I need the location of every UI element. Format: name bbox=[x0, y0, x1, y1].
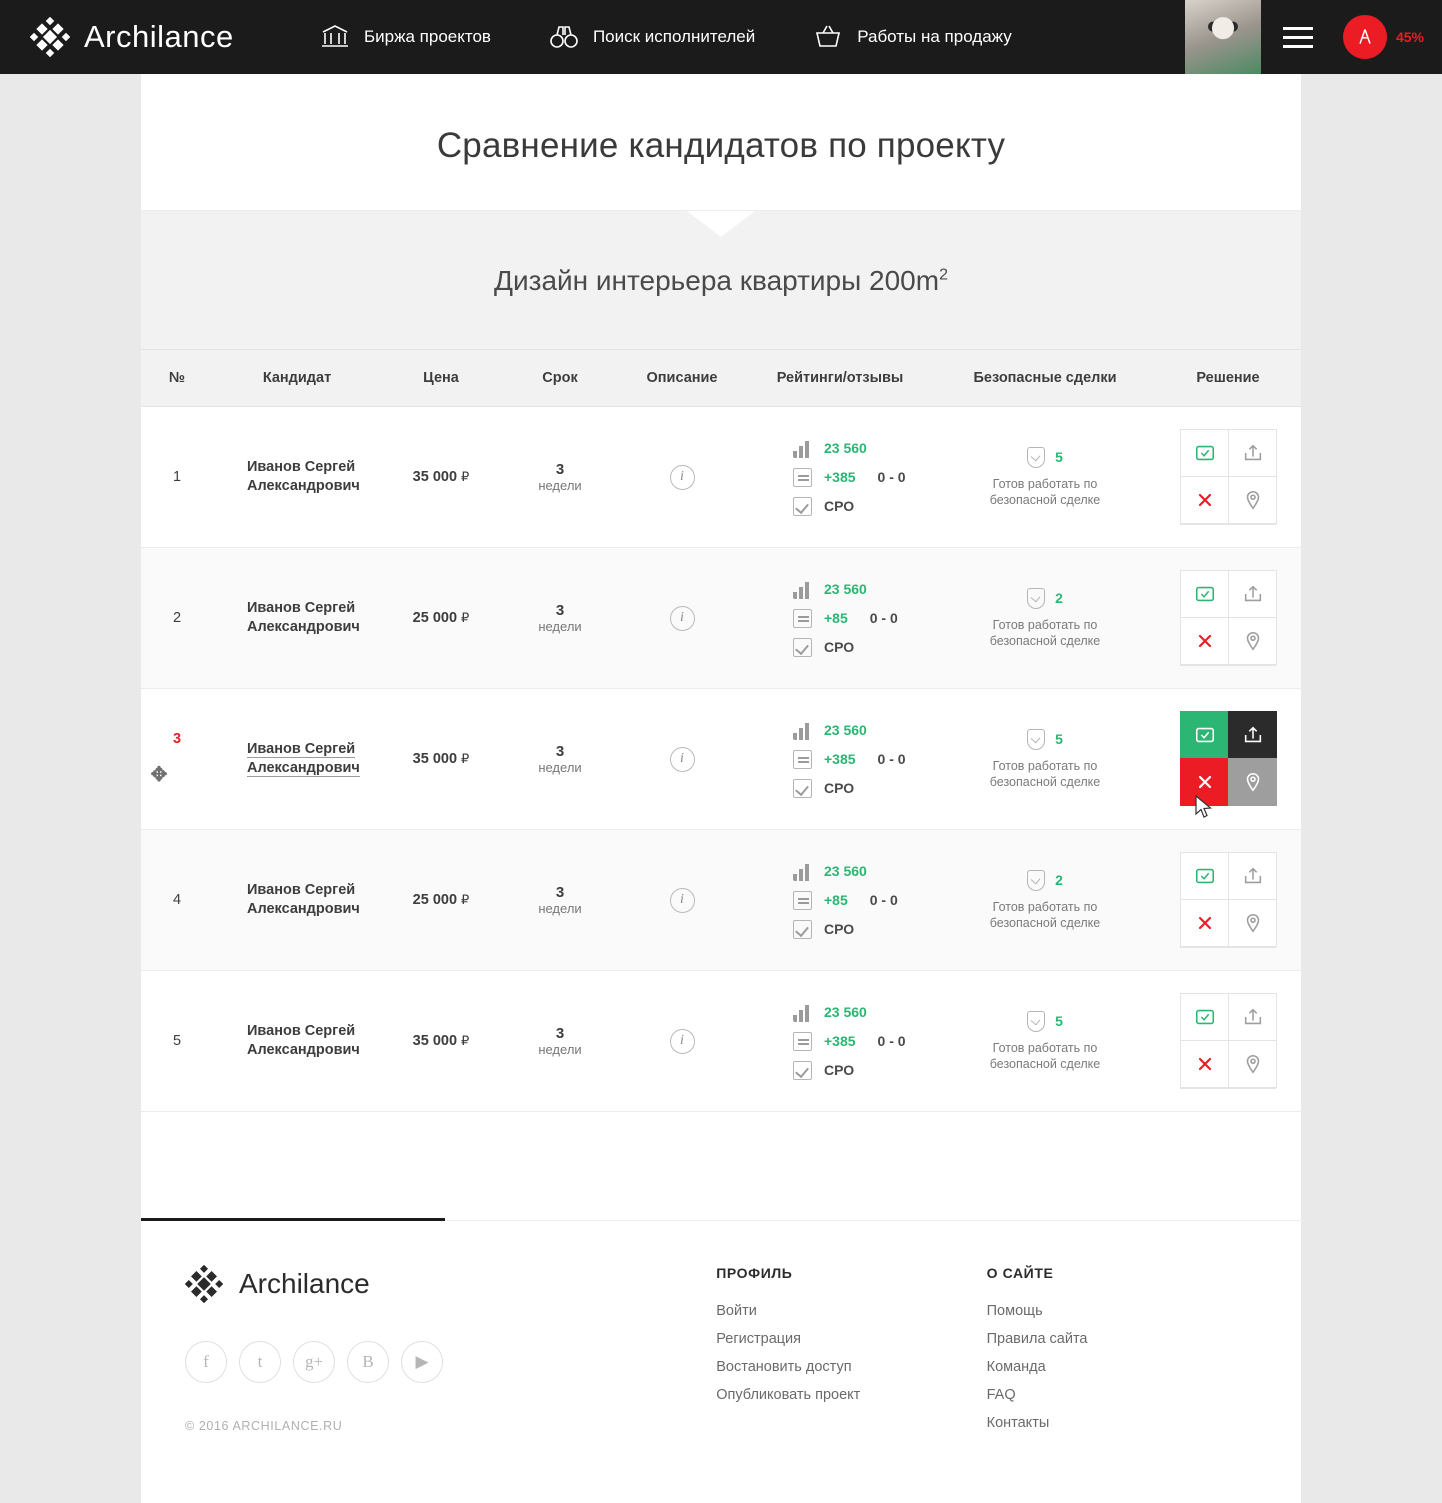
rating-views-line bbox=[751, 862, 929, 881]
row-number-cell bbox=[141, 407, 213, 548]
safe-deals-count-row bbox=[941, 588, 1149, 609]
candidate-name[interactable]: Иванов Сергей Александрович bbox=[247, 600, 360, 635]
term-cell bbox=[501, 830, 619, 971]
safe-deals-cell bbox=[935, 689, 1155, 830]
info-icon[interactable]: i bbox=[670, 888, 695, 913]
term-unit: недели bbox=[538, 619, 582, 634]
footer-link-team[interactable]: Команда bbox=[986, 1359, 1046, 1375]
safe-deals-count: 5 bbox=[1055, 449, 1063, 465]
chat-icon bbox=[793, 891, 812, 910]
rating-reviews-line bbox=[751, 468, 929, 487]
check-box-icon bbox=[793, 779, 812, 798]
reject-button[interactable] bbox=[1180, 899, 1229, 947]
info-icon[interactable]: i bbox=[670, 747, 695, 772]
chat-icon bbox=[793, 750, 812, 769]
col-header-price: Цена bbox=[381, 350, 501, 407]
rating-views-value: 23 560 bbox=[824, 440, 867, 456]
rating-reviews-plus: +85 bbox=[824, 892, 848, 908]
row-number-cell bbox=[141, 689, 213, 830]
archilance-logo-icon bbox=[30, 17, 70, 57]
rating-cert-value: СРО bbox=[824, 498, 855, 514]
currency-symbol: ₽ bbox=[461, 469, 470, 484]
candidate-cell bbox=[213, 830, 381, 971]
page-title: Сравнение кандидатов по проекту bbox=[436, 126, 1006, 165]
safe-deals-cell bbox=[935, 407, 1155, 548]
rating-cert-line bbox=[751, 497, 929, 516]
rating-views-value: 23 560 bbox=[824, 581, 867, 597]
term-unit: недели bbox=[538, 901, 582, 916]
twitter-icon[interactable]: t bbox=[239, 1341, 281, 1383]
reject-button[interactable] bbox=[1180, 476, 1229, 524]
accept-button[interactable] bbox=[1180, 570, 1229, 618]
copyright: © 2016 ARCHILANCE.RU bbox=[185, 1419, 343, 1433]
site-footer bbox=[141, 1220, 1301, 1503]
price-cell bbox=[381, 548, 501, 689]
chat-icon bbox=[793, 609, 812, 628]
shield-check-icon bbox=[1027, 1011, 1045, 1032]
footer-link-register[interactable]: Регистрация bbox=[716, 1331, 802, 1347]
safe-deals-cell bbox=[935, 971, 1155, 1112]
send-button[interactable] bbox=[1228, 711, 1277, 759]
table-row[interactable] bbox=[141, 971, 1301, 1112]
price-cell bbox=[381, 830, 501, 971]
candidate-cell bbox=[213, 548, 381, 689]
safe-deals-cell bbox=[935, 548, 1155, 689]
candidate-name[interactable]: Иванов Сергей Александрович bbox=[247, 459, 360, 494]
check-box-icon bbox=[793, 920, 812, 939]
footer-brand-name: Archilance bbox=[239, 1268, 370, 1299]
rating-cert-line bbox=[751, 638, 929, 657]
facebook-icon[interactable]: f bbox=[185, 1341, 227, 1383]
decision-buttons bbox=[1180, 852, 1276, 948]
footer-column-profile bbox=[716, 1265, 986, 1443]
decision-cell bbox=[1155, 830, 1301, 971]
project-name bbox=[141, 265, 1301, 297]
price-value: 35 000 bbox=[412, 469, 458, 485]
footer-link-contacts[interactable]: Контакты bbox=[986, 1415, 1050, 1431]
footer-column-about bbox=[987, 1265, 1257, 1443]
project-name-sup: 2 bbox=[939, 266, 948, 284]
row-number-cell bbox=[141, 830, 213, 971]
col-header-candidate: Кандидат bbox=[213, 350, 381, 407]
table-row[interactable] bbox=[141, 548, 1301, 689]
row-number: 2 bbox=[172, 610, 182, 626]
footer-brand-block bbox=[185, 1265, 716, 1443]
safe-deals-count-row bbox=[941, 870, 1149, 891]
table-header bbox=[141, 350, 1301, 407]
currency-symbol: ₽ bbox=[461, 751, 470, 766]
candidate-cell bbox=[213, 407, 381, 548]
decision-buttons bbox=[1180, 711, 1276, 807]
check-box-icon bbox=[793, 497, 812, 516]
send-button[interactable] bbox=[1228, 570, 1277, 618]
rating-reviews-line bbox=[751, 750, 929, 769]
price-value: 25 000 bbox=[412, 610, 458, 626]
rating-cert-line bbox=[751, 1061, 929, 1080]
col-header-ratings: Рейтинги/отзывы bbox=[745, 350, 935, 407]
rating-views-line bbox=[751, 721, 929, 740]
archilance-logo-icon-footer bbox=[185, 1265, 223, 1303]
term-cell bbox=[501, 548, 619, 689]
price-cell bbox=[381, 971, 501, 1112]
price-cell bbox=[381, 689, 501, 830]
candidate-cell bbox=[213, 689, 381, 830]
ratings-cell bbox=[745, 971, 935, 1112]
description-cell bbox=[619, 689, 745, 830]
safe-deals-note: Готов работать по безопасной сделке bbox=[989, 1040, 1101, 1071]
ratings-cell bbox=[745, 548, 935, 689]
shield-check-icon bbox=[1027, 870, 1045, 891]
safe-deals-count: 5 bbox=[1055, 731, 1063, 747]
currency-symbol: ₽ bbox=[461, 892, 470, 907]
term-value: 3 bbox=[555, 461, 565, 478]
term-unit: недели bbox=[538, 478, 582, 493]
nav-label-works-for-sale: Работы на продажу bbox=[857, 27, 1012, 46]
google-plus-icon[interactable]: g+ bbox=[293, 1341, 335, 1383]
chat-icon bbox=[793, 468, 812, 487]
candidate-name[interactable]: Иванов Сергей Александрович bbox=[247, 1023, 360, 1058]
rating-cert-line bbox=[751, 920, 929, 939]
brand-logo[interactable] bbox=[0, 17, 300, 57]
safe-deals-note: Готов работать по безопасной сделке bbox=[989, 899, 1101, 930]
term-cell bbox=[501, 407, 619, 548]
safe-deals-cell bbox=[935, 830, 1155, 971]
candidate-cell bbox=[213, 971, 381, 1112]
youtube-icon[interactable]: ▶ bbox=[401, 1341, 443, 1383]
rating-views-line bbox=[751, 439, 929, 458]
rating-cert-value: СРО bbox=[824, 639, 855, 655]
rating-reviews-plus: +385 bbox=[824, 751, 856, 767]
pin-location-button[interactable] bbox=[1228, 758, 1277, 806]
footer-link-login[interactable]: Войти bbox=[716, 1303, 757, 1319]
rating-views-value: 23 560 bbox=[824, 1004, 867, 1020]
table-row[interactable] bbox=[141, 407, 1301, 548]
currency-symbol: ₽ bbox=[461, 1033, 470, 1048]
term-unit: недели bbox=[538, 1042, 582, 1057]
pin-location-button[interactable] bbox=[1228, 617, 1277, 665]
profile-completion[interactable] bbox=[1335, 15, 1442, 59]
rating-reviews-neutral: 0 - 0 bbox=[869, 610, 898, 626]
row-number-cell bbox=[141, 548, 213, 689]
description-cell bbox=[619, 830, 745, 971]
bar-chart-icon bbox=[793, 721, 812, 740]
reject-button[interactable] bbox=[1180, 1040, 1229, 1088]
rating-views-value: 23 560 bbox=[824, 863, 867, 879]
term-unit: недели bbox=[538, 760, 582, 775]
check-box-icon bbox=[793, 638, 812, 657]
social-links bbox=[185, 1341, 716, 1383]
rating-reviews-plus: +385 bbox=[824, 469, 856, 485]
rating-reviews-neutral: 0 - 0 bbox=[877, 1033, 906, 1049]
candidates-table bbox=[141, 349, 1301, 1112]
send-button[interactable] bbox=[1228, 852, 1277, 900]
col-header-description: Описание bbox=[619, 350, 745, 407]
safe-deals-note: Готов работать по безопасной сделке bbox=[989, 476, 1101, 507]
table-tail-spacer bbox=[141, 1112, 1301, 1220]
decision-cell bbox=[1155, 689, 1301, 830]
footer-link-help[interactable]: Помощь bbox=[986, 1303, 1043, 1319]
nav-label-projects: Биржа проектов bbox=[364, 27, 491, 46]
header-right-cluster bbox=[1185, 0, 1442, 74]
nav-item-works-for-sale[interactable] bbox=[813, 23, 1012, 51]
basket-icon bbox=[813, 23, 843, 51]
col-header-num: № bbox=[141, 350, 213, 407]
avatar[interactable] bbox=[1185, 0, 1261, 74]
rating-views-line bbox=[751, 580, 929, 599]
bar-chart-icon bbox=[793, 862, 812, 881]
info-icon[interactable]: i bbox=[670, 1029, 695, 1054]
accept-button[interactable] bbox=[1180, 852, 1229, 900]
decision-cell bbox=[1155, 971, 1301, 1112]
description-cell bbox=[619, 407, 745, 548]
nav-item-search-performers[interactable] bbox=[549, 23, 755, 51]
info-icon[interactable]: i bbox=[670, 606, 695, 631]
bar-chart-icon bbox=[793, 580, 812, 599]
footer-logo[interactable] bbox=[185, 1265, 716, 1303]
col-header-term: Срок bbox=[501, 350, 619, 407]
price-cell bbox=[381, 407, 501, 548]
vk-icon[interactable]: В bbox=[347, 1341, 389, 1383]
drag-handle-icon[interactable]: ✥ bbox=[150, 764, 168, 786]
reject-button[interactable] bbox=[1180, 617, 1229, 665]
nav-item-projects[interactable] bbox=[320, 23, 491, 51]
term-value: 3 bbox=[555, 1025, 565, 1042]
row-number: 1 bbox=[172, 469, 182, 485]
accept-button[interactable] bbox=[1180, 993, 1229, 1041]
chat-icon bbox=[793, 1032, 812, 1051]
ratings-cell bbox=[745, 830, 935, 971]
profile-completion-label: 45% bbox=[1395, 29, 1424, 45]
rating-cert-value: СРО bbox=[824, 1062, 855, 1078]
col-header-decision: Решение bbox=[1155, 350, 1301, 407]
row-number: 4 bbox=[172, 892, 182, 908]
shield-check-icon bbox=[1027, 729, 1045, 750]
ratings-cell bbox=[745, 407, 935, 548]
menu-burger-button[interactable] bbox=[1261, 0, 1335, 74]
footer-link-rules[interactable]: Правила сайта bbox=[986, 1331, 1088, 1347]
row-number: 5 bbox=[172, 1033, 182, 1049]
price-value: 35 000 bbox=[412, 1033, 458, 1049]
decision-cell bbox=[1155, 407, 1301, 548]
rating-reviews-neutral: 0 - 0 bbox=[869, 892, 898, 908]
rating-cert-line bbox=[751, 779, 929, 798]
footer-link-faq[interactable]: FAQ bbox=[986, 1387, 1016, 1403]
row-number-cell bbox=[141, 971, 213, 1112]
table-row[interactable] bbox=[141, 689, 1301, 830]
rating-reviews-line bbox=[751, 609, 929, 628]
check-box-icon bbox=[793, 1061, 812, 1080]
main-nav bbox=[320, 23, 1012, 51]
pin-location-button[interactable] bbox=[1228, 1040, 1277, 1088]
rating-reviews-neutral: 0 - 0 bbox=[877, 469, 906, 485]
send-button[interactable] bbox=[1228, 993, 1277, 1041]
candidate-name[interactable]: Иванов Сергей Александрович bbox=[247, 882, 360, 917]
rating-views-value: 23 560 bbox=[824, 722, 867, 738]
decision-buttons bbox=[1180, 570, 1276, 666]
pin-location-button[interactable] bbox=[1228, 899, 1277, 947]
accept-button[interactable] bbox=[1180, 429, 1229, 477]
term-cell bbox=[501, 689, 619, 830]
safe-deals-count-row bbox=[941, 447, 1149, 468]
row-number: 3 bbox=[172, 731, 182, 747]
site-header bbox=[0, 0, 1442, 74]
safe-deals-count-row bbox=[941, 729, 1149, 750]
safe-deals-count: 2 bbox=[1055, 872, 1063, 888]
bank-icon bbox=[320, 23, 350, 51]
rating-reviews-neutral: 0 - 0 bbox=[877, 751, 906, 767]
candidate-name[interactable]: Иванов Сергей Александрович bbox=[247, 741, 360, 776]
info-icon[interactable]: i bbox=[670, 465, 695, 490]
term-cell bbox=[501, 971, 619, 1112]
compass-icon bbox=[1343, 15, 1387, 59]
shield-check-icon bbox=[1027, 588, 1045, 609]
footer-head-about: О САЙТЕ bbox=[986, 1265, 1054, 1281]
binoculars-icon bbox=[549, 23, 579, 51]
col-header-safe-deals: Безопасные сделки bbox=[935, 350, 1155, 407]
footer-link-publish-project[interactable]: Опубликовать проект bbox=[716, 1387, 861, 1403]
accept-button[interactable] bbox=[1180, 711, 1229, 759]
currency-symbol: ₽ bbox=[461, 610, 470, 625]
reject-button[interactable] bbox=[1180, 758, 1229, 806]
rating-cert-value: СРО bbox=[824, 921, 855, 937]
safe-deals-note: Готов работать по безопасной сделке bbox=[989, 617, 1101, 648]
rating-reviews-plus: +385 bbox=[824, 1033, 856, 1049]
price-value: 35 000 bbox=[412, 751, 458, 767]
rating-cert-value: СРО bbox=[824, 780, 855, 796]
price-value: 25 000 bbox=[412, 892, 458, 908]
safe-deals-count-row bbox=[941, 1011, 1149, 1032]
safe-deals-note: Готов работать по безопасной сделке bbox=[989, 758, 1101, 789]
send-button[interactable] bbox=[1228, 429, 1277, 477]
project-band bbox=[141, 210, 1301, 349]
ratings-cell bbox=[745, 689, 935, 830]
safe-deals-count: 5 bbox=[1055, 1013, 1063, 1029]
description-cell bbox=[619, 971, 745, 1112]
description-cell bbox=[619, 548, 745, 689]
term-value: 3 bbox=[555, 743, 565, 760]
pin-location-button[interactable] bbox=[1228, 476, 1277, 524]
term-value: 3 bbox=[555, 884, 565, 901]
safe-deals-count: 2 bbox=[1055, 590, 1063, 606]
rating-reviews-plus: +85 bbox=[824, 610, 848, 626]
table-row[interactable] bbox=[141, 830, 1301, 971]
rating-reviews-line bbox=[751, 891, 929, 910]
nav-label-search-performers: Поиск исполнителей bbox=[592, 27, 756, 46]
decision-cell bbox=[1155, 548, 1301, 689]
footer-link-restore-access[interactable]: Востановить доступ bbox=[716, 1359, 852, 1375]
table-body bbox=[141, 407, 1301, 1112]
project-name-text: Дизайн интерьера квартиры 200m bbox=[494, 265, 940, 296]
bar-chart-icon bbox=[793, 439, 812, 458]
bar-chart-icon bbox=[793, 1003, 812, 1022]
rating-views-line bbox=[751, 1003, 929, 1022]
main-content bbox=[141, 74, 1301, 1220]
shield-check-icon bbox=[1027, 447, 1045, 468]
rating-reviews-line bbox=[751, 1032, 929, 1051]
brand-name: Archilance bbox=[84, 19, 234, 54]
decision-buttons bbox=[1180, 993, 1276, 1089]
term-value: 3 bbox=[555, 602, 565, 619]
decision-buttons bbox=[1180, 429, 1276, 525]
footer-head-profile: ПРОФИЛЬ bbox=[716, 1265, 793, 1281]
